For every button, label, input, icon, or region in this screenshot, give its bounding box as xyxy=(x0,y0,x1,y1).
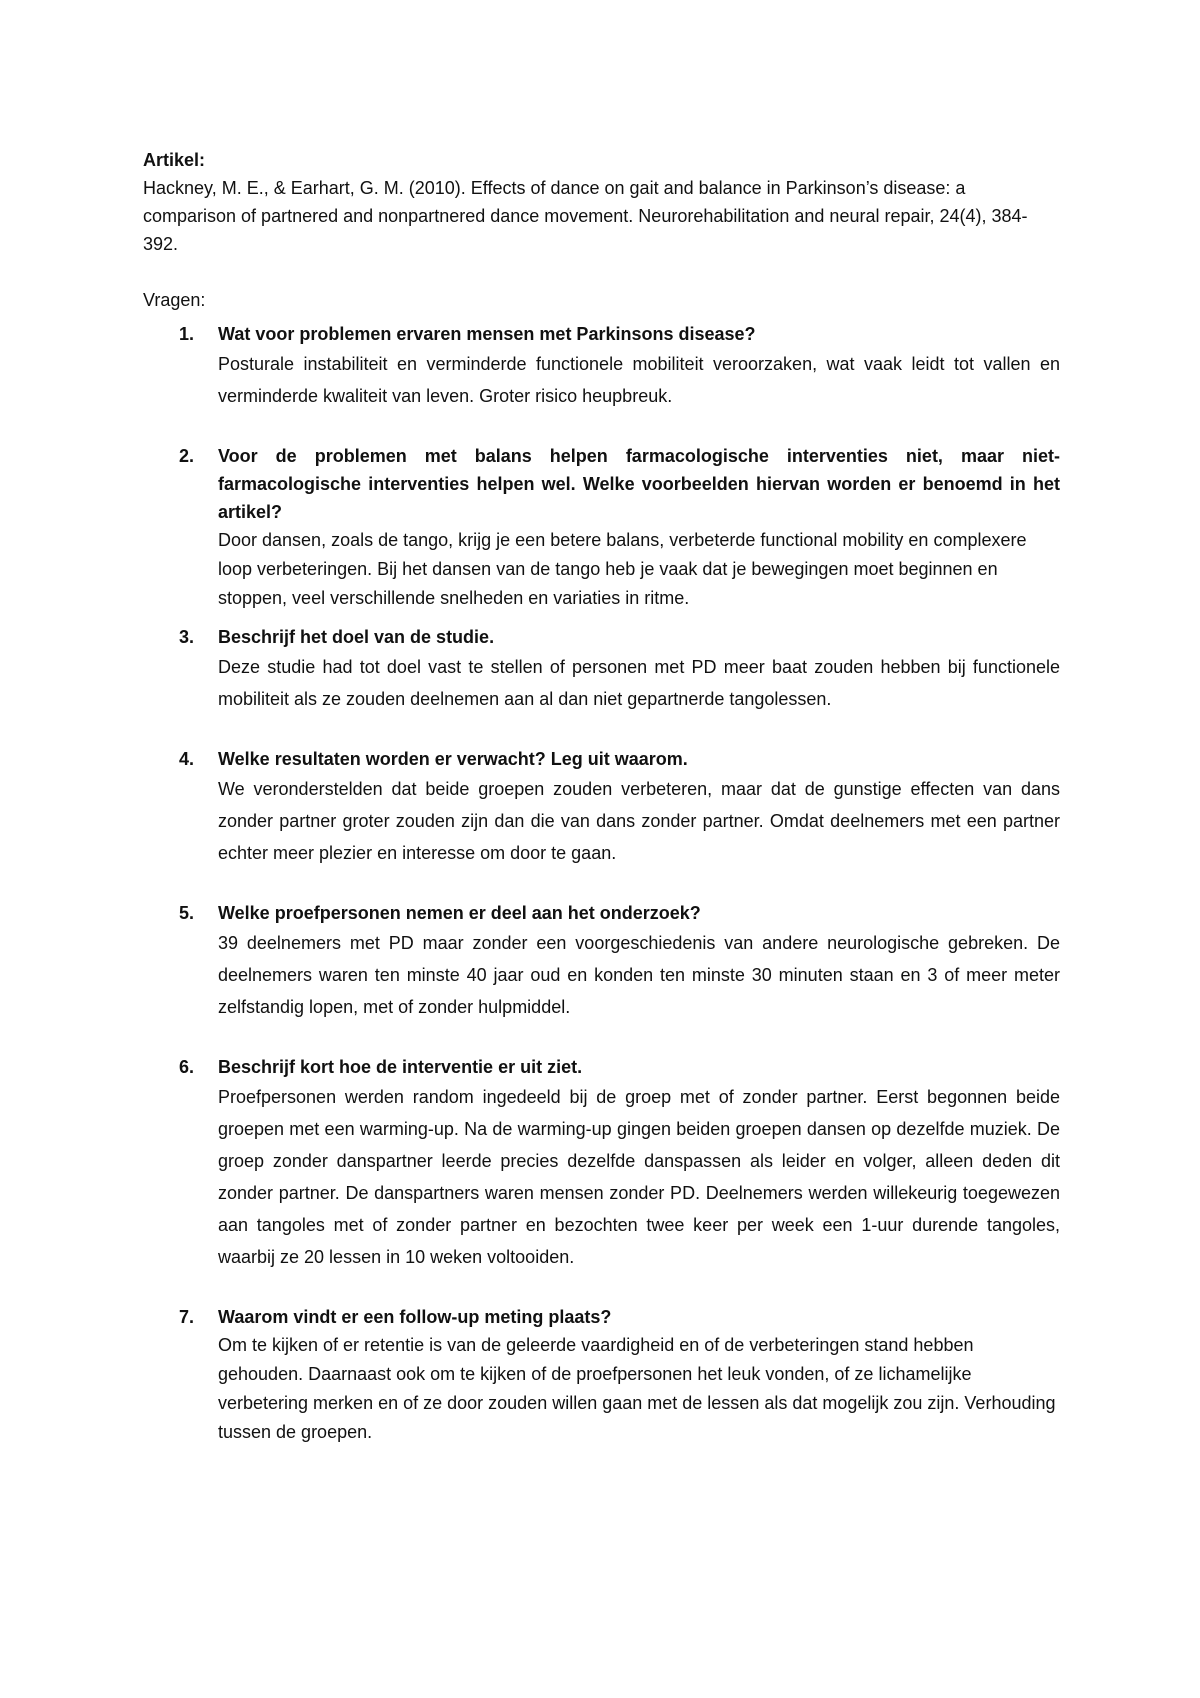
question-number: 5. xyxy=(179,903,195,923)
question-number: 1. xyxy=(179,324,195,344)
question-text: Beschrijf het doel van de studie. xyxy=(218,627,495,647)
answer-text: Posturale instabiliteit en verminderde functionele mobiliteit veroorzaken, wat vaak leidt tot vallen en verminderde kwaliteit van leven. Groter risico heupbreuk. xyxy=(218,354,1060,406)
question-item-5 xyxy=(143,899,1060,1023)
answer-text: Om te kijken of er retentie is van de geleerde vaardigheid en of de verbeteringen stand hebben gehouden. Daarnaast ook om te kijken of de proefpersonen het leuk vonden, of ze lichamelijke verbetering merken en of ze door zouden willen gaan met de lessen als dat mogelijk zou zijn. Verhouding tussen de groepen. xyxy=(218,1335,1056,1442)
question-item-7 xyxy=(143,1303,1060,1447)
answer-text: We veronderstelden dat beide groepen zouden verbeteren, maar dat de gunstige effecten van dans zonder partner groter zouden zijn dan die van dans zonder partner. Omdat deelnemers met een partner echter meer plezier en interesse om door te gaan. xyxy=(218,779,1060,863)
answer-text: 39 deelnemers met PD maar zonder een voorgeschiedenis van andere neurologische gebreken. De deelnemers waren ten minste 40 jaar oud en konden ten minste 30 minuten staan en 3 of meer meter zelfstandig lopen, met of zonder hulpmiddel. xyxy=(218,933,1060,1017)
question-text: Waarom vindt er een follow-up meting plaats? xyxy=(218,1307,612,1327)
article-citation: Hackney, M. E., & Earhart, G. M. (2010). Effects of dance on gait and balance in Parkinson’s disease: a comparison of partnered and nonpartnered dance movement. Neurorehabilitation and neural repair, 24(4), 384-392. xyxy=(143,178,1028,254)
question-number: 7. xyxy=(179,1307,195,1327)
question-item-3 xyxy=(143,623,1060,715)
questions-label: Vragen: xyxy=(143,290,206,310)
question-item-6 xyxy=(143,1053,1060,1273)
question-text: Wat voor problemen ervaren mensen met Parkinsons disease? xyxy=(218,324,756,344)
question-text: Voor de problemen met balans helpen farmacologische interventies niet, maar niet-farmacologische interventies helpen wel. Welke voorbeelden hiervan worden er benoemd in het artikel? xyxy=(218,446,1060,522)
question-number: 6. xyxy=(179,1057,195,1077)
article-label: Artikel: xyxy=(143,150,206,170)
question-text: Welke proefpersonen nemen er deel aan het onderzoek? xyxy=(218,903,701,923)
question-item-1 xyxy=(143,320,1060,412)
question-text: Welke resultaten worden er verwacht? Leg uit waarom. xyxy=(218,749,688,769)
spacer xyxy=(143,258,1060,286)
question-number: 3. xyxy=(179,627,195,647)
question-text: Beschrijf kort hoe de interventie er uit ziet. xyxy=(218,1057,583,1077)
question-item-2 xyxy=(143,442,1060,613)
question-number: 4. xyxy=(179,749,195,769)
question-item-4 xyxy=(143,745,1060,869)
answer-text: Deze studie had tot doel vast te stellen of personen met PD meer baat zouden hebben bij functionele mobiliteit als ze zouden deelnemen aan al dan niet gepartnerde tangolessen. xyxy=(218,657,1060,709)
answer-text: Door dansen, zoals de tango, krijg je een betere balans, verbeterde functional mobility en complexere loop verbeteringen. Bij het dansen van de tango heb je vaak dat je bewegingen moet beginnen en stoppen, veel verschillende snelheden en variaties in ritme. xyxy=(218,530,1027,608)
question-list xyxy=(143,320,1060,1447)
answer-text: Proefpersonen werden random ingedeeld bij de groep met of zonder partner. Eerst begonnen beide groepen met een warming-up. Na de warming-up gingen beiden groepen dansen op dezelfde muziek. De groep zonder danspartner leerde precies dezelfde danspassen als leider en volger, alleen deden dit zonder partner. De danspartners waren mensen zonder PD. Deelnemers werden willekeurig toegewezen aan tangoles met of zonder partner en bezochten twee keer per week een 1-uur durende tangoles, waarbij ze 20 lessen in 10 weken voltooiden. xyxy=(218,1087,1060,1267)
question-number: 2. xyxy=(179,446,195,466)
